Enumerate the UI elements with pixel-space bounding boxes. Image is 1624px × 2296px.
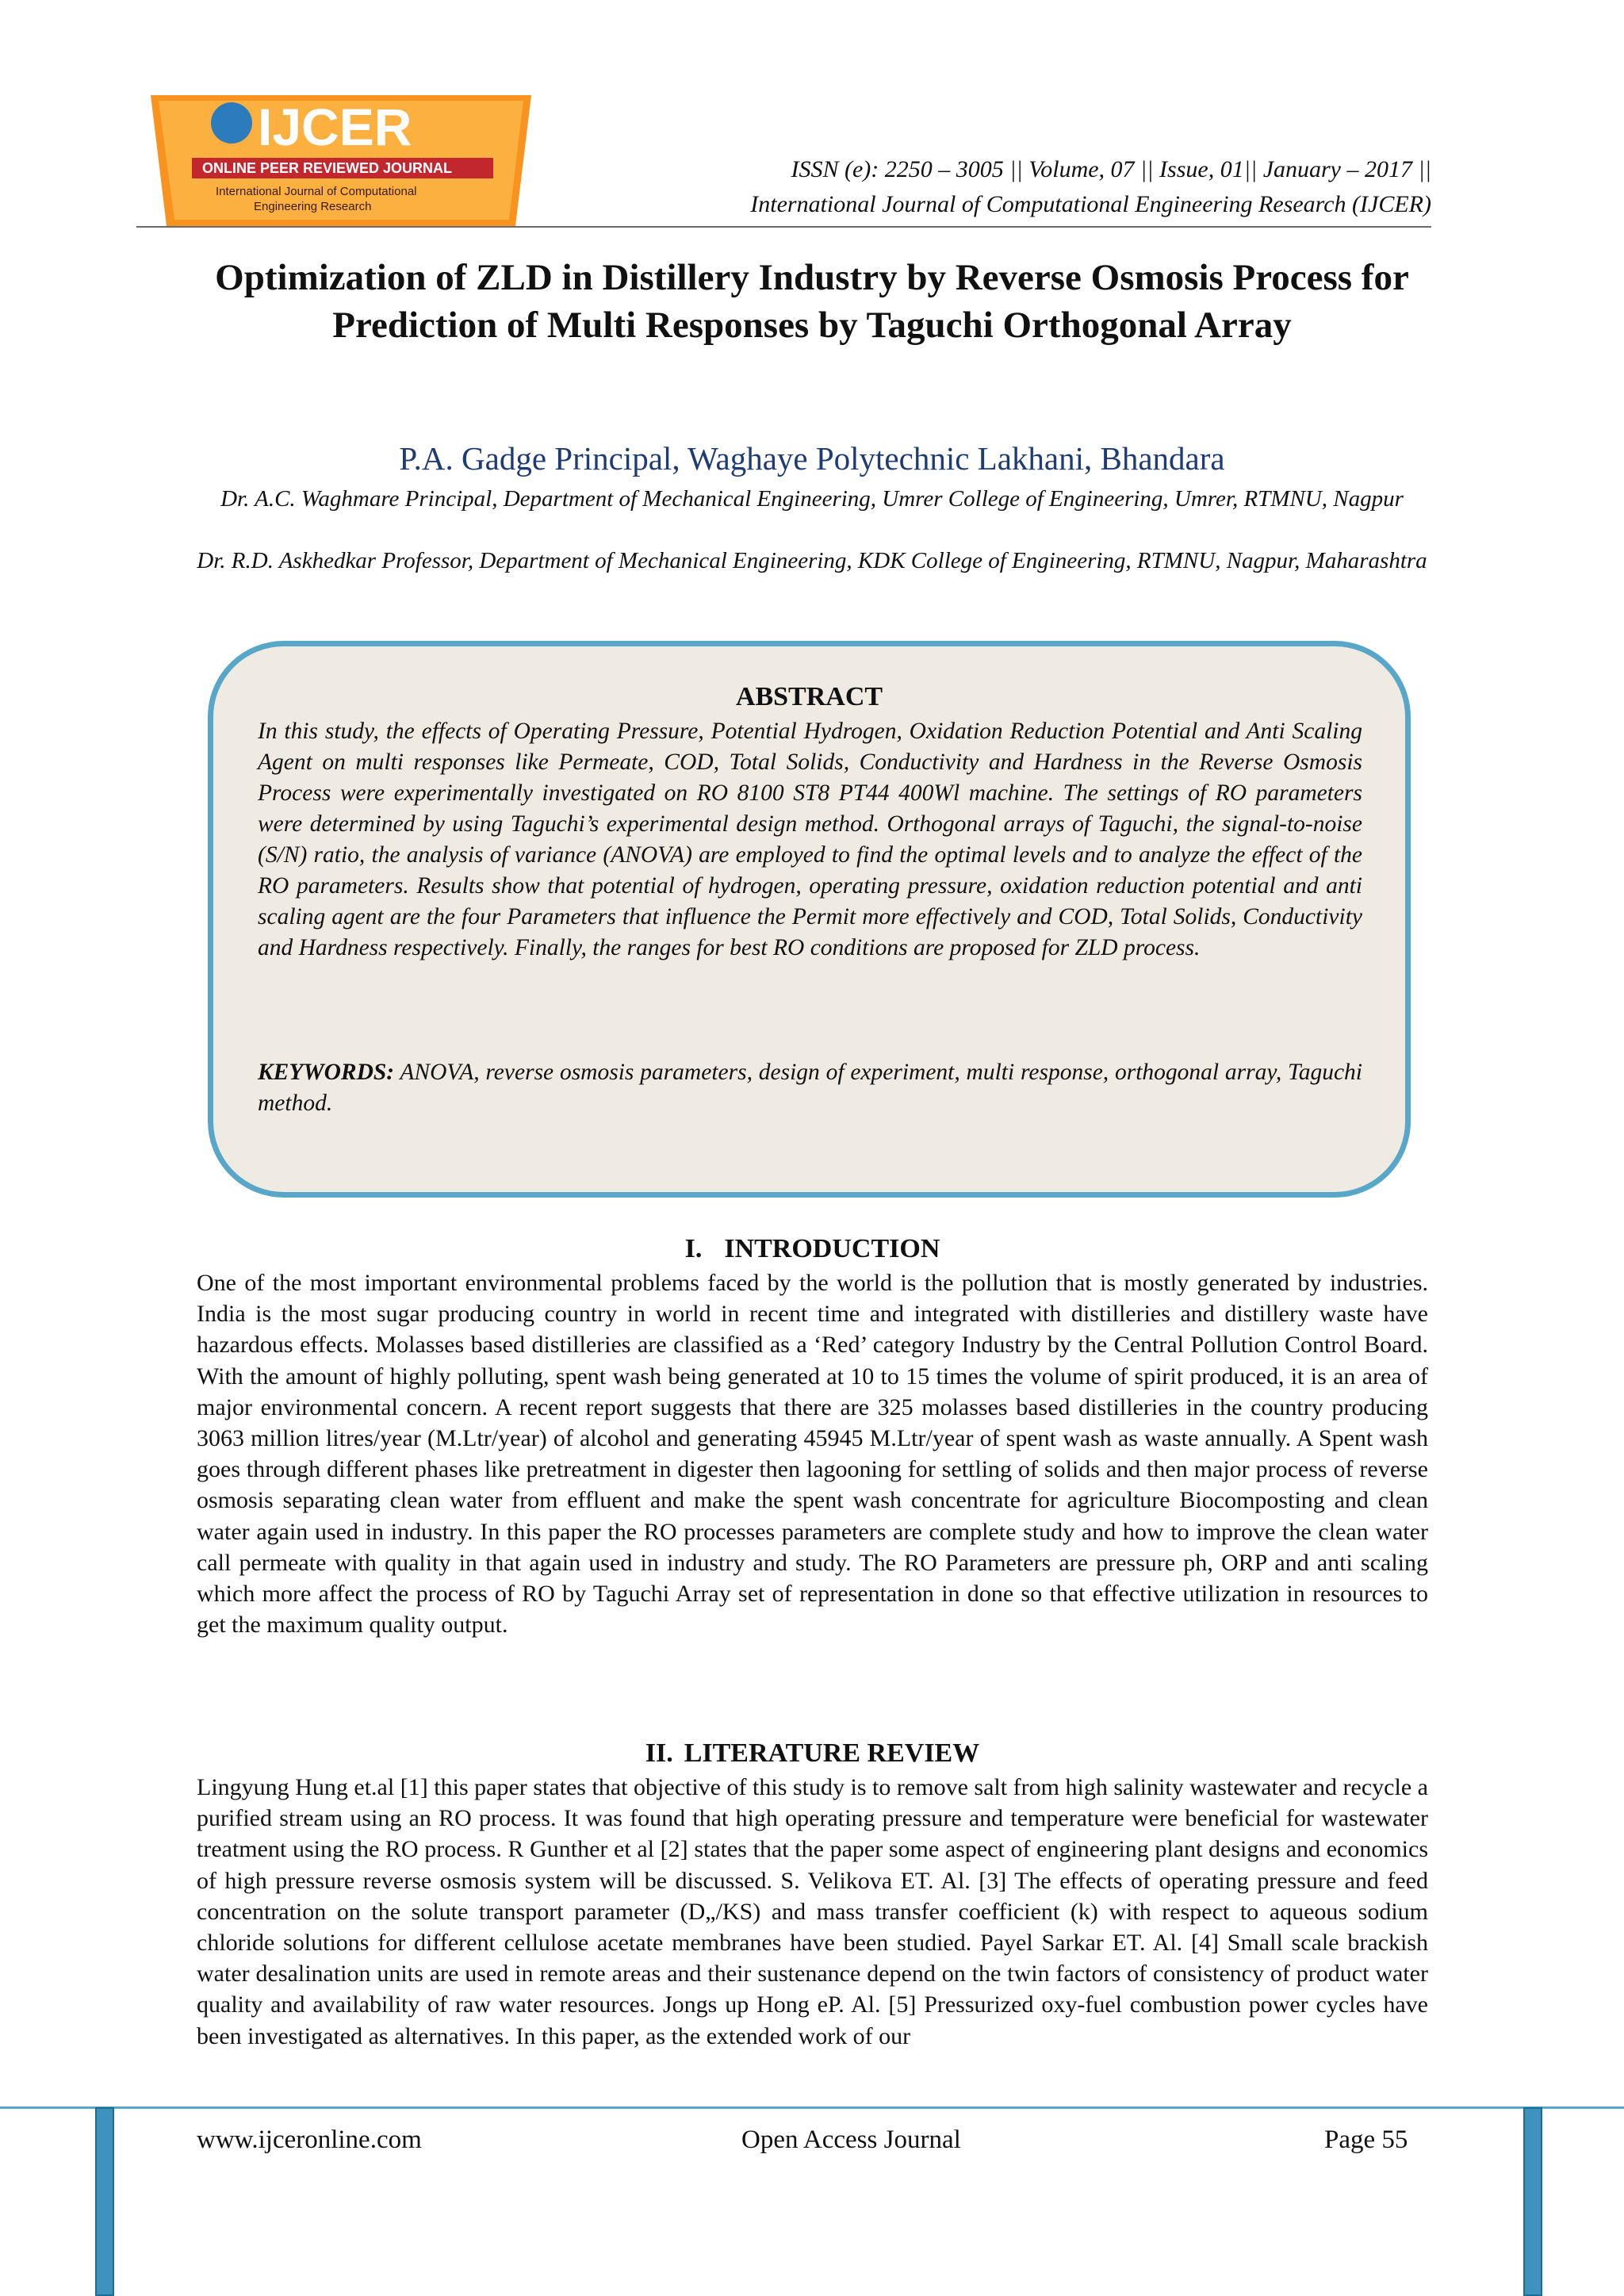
journal-header (444, 152, 1431, 222)
footer-right-bar (1523, 2107, 1542, 2296)
author-affiliation-1: Dr. A.C. Waghmare Principal, Department of Mechanical Engineering, Umrer College of Engineering, Umrer, RTMNU, Nagpur (220, 486, 1404, 512)
footer-left-bar (95, 2107, 114, 2296)
section-heading-literature-review (136, 1738, 1488, 1769)
author-affiliation-2: Dr. R.D. Askhedkar Professor, Department of Mechanical Engineering, KDK College of Engineering, RTMNU, Nagpur, Maharashtra (197, 548, 1427, 573)
logo-line3: Engineering Research (254, 200, 372, 213)
logo-line1: ONLINE PEER REVIEWED JOURNAL (202, 160, 453, 176)
journal-name: International Journal of Computational Engineering Research (IJCER) (750, 191, 1431, 217)
section-heading-introduction (136, 1234, 1488, 1264)
footer-divider (0, 2106, 1624, 2109)
literature-review-text: Lingyung Hung et.al [1] this paper states that objective of this study is to remove salt from high salinity wastewater and recycle a purified stream using an RO process. It was found that high operating pressure and temperature were beneficial for wastewater treatment using the RO process. R Gunther et al [2] states that the paper some aspect of engineering plant designs and economics of high pressure reverse osmosis system will be discussed. S. Velikova ET. Al. [3] The effects of operating pressure and feed concentration on the solute transport parameter (D„/KS) and mass transfer coefficient (k) with respect to aqueous sodium chloride solutions for different cellulose acetate membranes have been studied. Payel Sarkar ET. Al. [4] Small scale brackish water desalination units are used in remote areas and their sustenance depend on the twin factors of consistency of product water quality and availability of raw water resources. Jongs up Hong eP. Al. [5] Pressurized oxy-fuel combustion power cycles have been investigated as alternatives. In this paper, as the extended work of our (197, 1774, 1428, 2049)
footer-website: www.ijceronline.com (197, 2125, 422, 2154)
section-number: II. (645, 1738, 673, 1768)
section-number: I. (684, 1234, 703, 1263)
logo-line2: International Journal of Computational (216, 185, 417, 198)
section-title: INTRODUCTION (724, 1234, 940, 1263)
abstract-heading: ABSTRACT (735, 682, 883, 711)
section-title: LITERATURE REVIEW (684, 1738, 980, 1768)
abstract-text: In this study, the effects of Operating Pressure, Potential Hydrogen, Oxidation Reduction Potential and Anti Scaling Agent on multi responses like Permeate, COD, Total Solids, Conductivity and Hardness in the Reverse Osmosis Process were experimentally investigated on RO 8100 ST8 PT44 400Wl machine. The settings of RO parameters were determined by using Taguchi’s experimental design method. Orthogonal arrays of Taguchi, the signal-to-noise (S/N) ratio, the analysis of variance (ANOVA) are employed to find the optimal levels and to analyze the effect of the RO parameters. Results show that potential of hydrogen, operating pressure, oxidation reduction potential and anti scaling agent are the four Parameters that influence the Permit more effectively and COD, Total Solids, Conductivity and Hardness respectively. Finally, the ranges for best RO conditions are proposed for ZLD process. (258, 719, 1362, 960)
keywords (258, 1057, 1362, 1119)
introduction-text: One of the most important environmental problems faced by the world is the pollution that is mostly generated by industries. India is the most sugar producing country in world in recent time and integrated with distilleries and distillery waste have hazardous effects. Molasses based distilleries are classified as a ‘Red’ category Industry by the Central Pollution Control Board. With the amount of highly polluting, spent wash being generated at 10 to 15 times the volume of spirit produced, it is an area of major environmental concern. A recent report suggests that there are 325 molasses based distilleries in the country producing 3063 million litres/year (M.Ltr/year) of alcohol and generating 45945 M.Ltr/year of spent wash as waste annually. A Spent wash goes through different phases like pretreatment in digester then lagooning for settling of solids and then major process of reverse osmosis separating clean water from effluent and make the spent wash concentrate for agriculture Biocomposting and clean water again used in industry. In this paper the RO processes parameters are complete study and how to improve the clean water call permeate with quality in that again used in industry and study. The RO Parameters are pressure ph, ORP and anti scaling which more affect the process of RO by Taguchi Array set of representation in done so that effective utilization in resources to get the maximum quality output. (197, 1270, 1428, 1639)
footer-center: Open Access Journal (741, 2125, 961, 2154)
header-divider (136, 226, 1431, 228)
issn-line: ISSN (e): 2250 – 3005 || Volume, 07 || Issue, 01|| January – 2017 || (791, 156, 1431, 182)
paper-title: Optimization of ZLD in Distillery Industry by Reverse Osmosis Process for Prediction of Multi Responses by Taguchi Orthogonal Array (215, 257, 1409, 346)
keywords-label: KEYWORDS: (258, 1060, 395, 1085)
primary-author: P.A. Gadge Principal, Waghaye Polytechnic Lakhani, Bhandara (399, 440, 1225, 477)
keywords-text: ANOVA, reverse osmosis parameters, design of experiment, multi response, orthogonal array, Taguchi method. (258, 1060, 1362, 1116)
page-number: Page 55 (1324, 2125, 1408, 2154)
logo-name: IJCER (258, 98, 412, 156)
